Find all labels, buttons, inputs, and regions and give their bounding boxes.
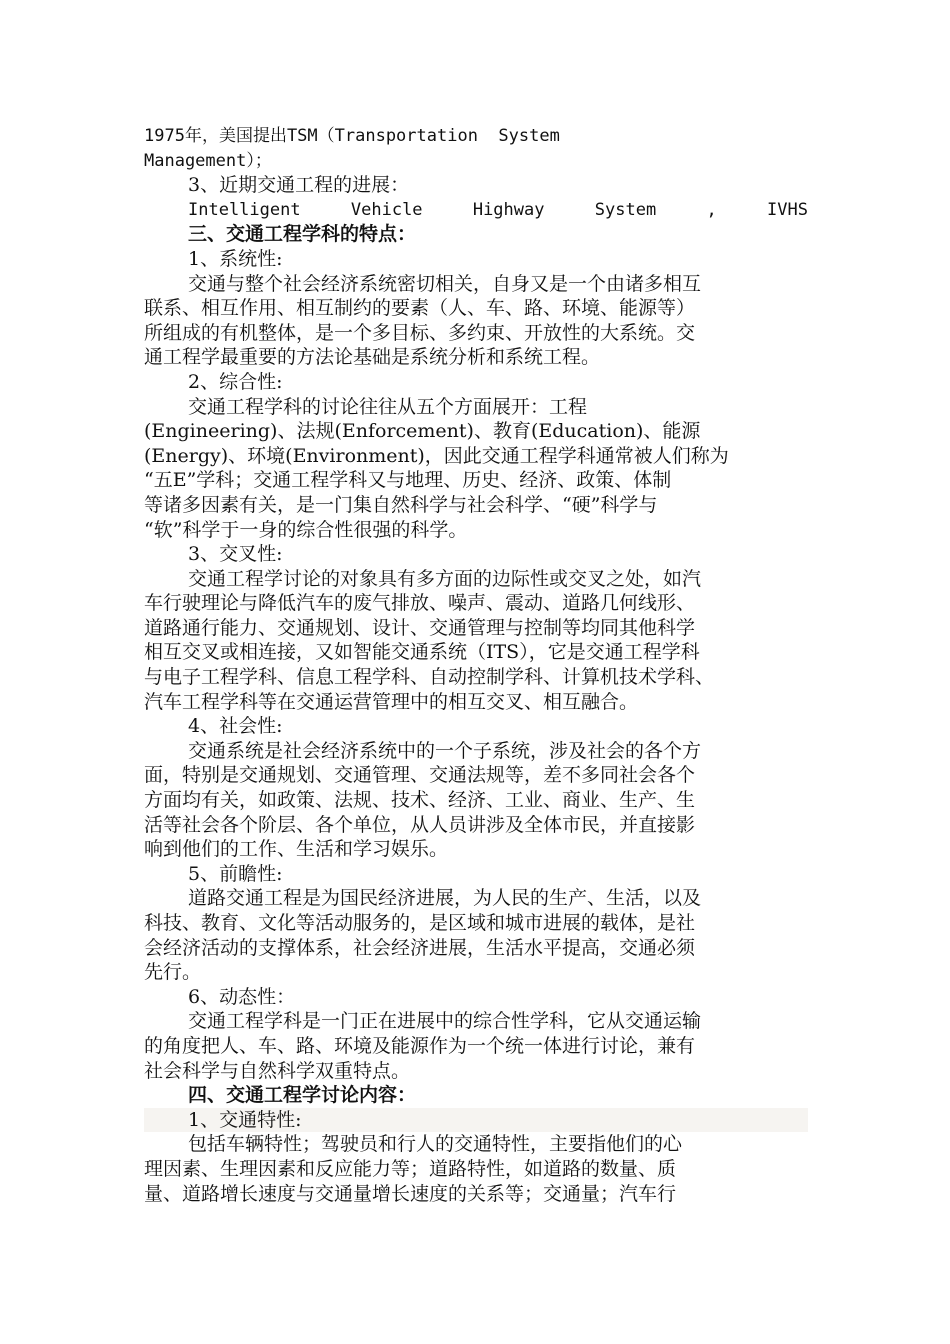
text-line: 交通工程学讨论的对象具有多方面的边际性或交叉之处，如汽	[188, 567, 702, 590]
text-line: 理因素、生理因素和反应能力等；道路特性，如道路的数量、质	[144, 1157, 677, 1180]
text-line: 交通工程学科是一门正在进展中的综合性学科，它从交通运输	[188, 1010, 702, 1033]
text-line: 6、动态性：	[188, 985, 296, 1008]
document-page	[144, 124, 808, 1206]
text-line: 响到他们的工作、生活和学习娱乐。	[144, 838, 449, 861]
text-line: (Energy)、环境(Environment)，因此交通工程学科通常被人们称为	[144, 444, 729, 467]
section-heading: 四、交通工程学讨论内容：	[188, 1084, 417, 1107]
text-line: 1、系统性:	[188, 247, 283, 270]
text-line: 4、社会性:	[188, 715, 283, 738]
text-line: 1、交通特性:	[144, 1108, 808, 1133]
text-line: 相互交叉或相连接，又如智能交通系统（ITS），它是交通工程学科	[144, 641, 700, 664]
text-line: 车行驶理论与降低汽车的废气排放、噪声、震动、道路几何线形、	[144, 592, 696, 615]
text-line: 1975年，美国提出TSM（Transportation System	[144, 126, 560, 146]
text-line: 面，特别是交通规划、交通管理、交通法规等，差不多同社会各个	[144, 764, 696, 787]
text-line: 3、交叉性:	[188, 543, 283, 566]
text-line: 等诸多因素有关，是一门集自然科学与社会科学、“硬”科学与	[144, 493, 658, 516]
text-line: Management）；	[144, 150, 272, 171]
text-line: 通工程学最重要的方法论基础是系统分析和系统工程。	[144, 346, 601, 369]
text-line: 与电子工程学科、信息工程学科、自动控制学科、计算机技术学科、	[144, 666, 715, 689]
text-line: 包括车辆特性；驾驶员和行人的交通特性，主要指他们的心	[188, 1133, 683, 1156]
text-line: 会经济活动的支撑体系，社会经济进展，生活水平提高，交通必须	[144, 936, 696, 959]
text-line: 所组成的有机整体，是一个多目标、多约束、开放性的大系统。交	[144, 321, 696, 344]
text-line: 的角度把人、车、路、环境及能源作为一个统一体进行讨论，兼有	[144, 1034, 696, 1057]
text-line: 方面均有关，如政策、法规、技术、经济、工业、商业、生产、生	[144, 789, 696, 812]
text-line: 3、近期交通工程的进展：	[188, 174, 410, 197]
text-line: 活等社会各个阶层、各个单位，从人员讲涉及全体市民，并直接影	[144, 813, 696, 836]
text-line: 交通工程学科的讨论往往从五个方面展开：工程	[188, 395, 588, 418]
text-line: 科技、教育、文化等活动服务的，是区域和城市进展的载体，是社	[144, 912, 696, 934]
text-line: 道路通行能力、交通规划、设计、交通管理与控制等均同其他科学	[144, 616, 696, 639]
text-line: 2、综合性:	[188, 370, 283, 393]
text-line: 交通与整个社会经济系统密切相关，自身又是一个由诸多相互	[188, 272, 702, 295]
text-line: (Engineering)、法规(Enforcement)、教育(Education)、能源	[144, 420, 701, 443]
text-line: “五E”学科；交通工程学科又与地理、历史、经济、政策、体制	[144, 469, 672, 492]
text-line: 5、前瞻性:	[188, 862, 283, 885]
text-line: “软”科学于一身的综合性很强的科学。	[144, 518, 468, 541]
text-line: 道路交通工程是为国民经济进展，为人民的生产、生活，以及	[188, 887, 702, 910]
text-line: Intelligent Vehicle Highway System , IVHS	[188, 199, 808, 220]
text-line: 汽车工程学科等在交通运营管理中的相互交叉、相互融合。	[144, 690, 639, 713]
text-line: 先行。	[144, 961, 202, 984]
text-line: 交通系统是社会经济系统中的一个子系统，涉及社会的各个方	[188, 739, 702, 762]
text-line: 量、道路增长速度与交通量增长速度的关系等；交通量；汽车行	[144, 1182, 677, 1205]
text-line: 社会科学与自然科学双重特点。	[144, 1059, 411, 1082]
section-heading: 三、交通工程学科的特点：	[188, 223, 417, 246]
text-line: 联系、相互作用、相互制约的要素（人、车、路、环境、能源等）	[144, 297, 696, 320]
